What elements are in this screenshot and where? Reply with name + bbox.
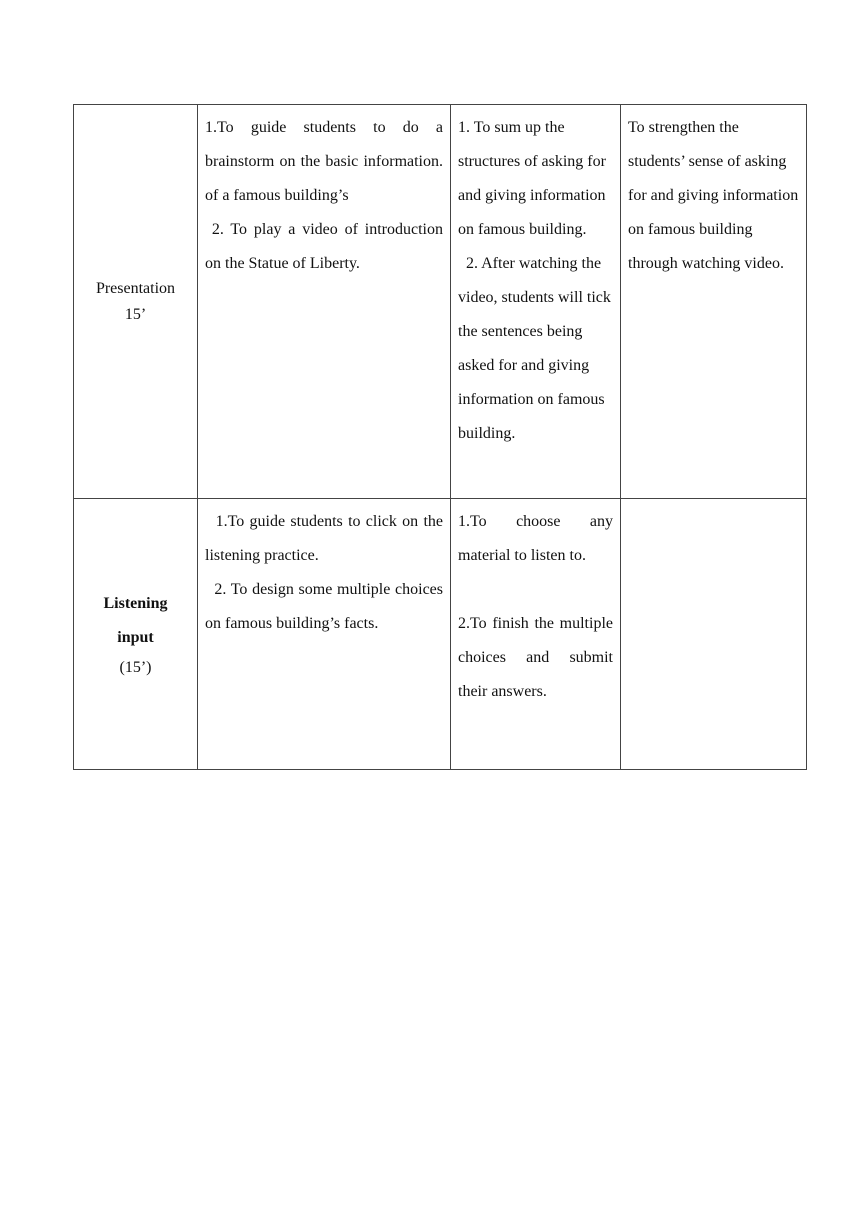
teacher-activity-item: 1.To guide students to do a brainstorm on the basic information. of a famous building’s — [205, 119, 443, 204]
stage-name: Listening — [103, 595, 168, 612]
student-activity-item: 2.To finish the multiple choices and submit their answers. — [458, 615, 613, 700]
stage-cell — [74, 105, 198, 499]
purpose-cell — [621, 105, 807, 499]
purpose-cell — [621, 499, 807, 770]
student-activity-item: 1.To choose any material to listen to. — [458, 513, 613, 564]
lesson-plan-table — [73, 104, 807, 770]
stage-name-line-2: input — [117, 629, 154, 646]
stage-cell — [74, 499, 198, 770]
stage-duration: (15’) — [119, 659, 152, 676]
student-activity-cell — [451, 105, 621, 499]
teacher-activity-item: 2. To play a video of introduction on the Statue of Liberty. — [205, 221, 443, 272]
table-row-presentation — [74, 105, 807, 499]
student-activity-cell — [451, 499, 621, 770]
student-activity-item: 2. After watching the video, students will tick the sentences being asked for and giving information on famous building. — [458, 255, 611, 442]
teacher-activity-item: 2. To design some multiple choices on famous building’s facts. — [205, 581, 443, 632]
student-activity-item: 1. To sum up the structures of asking for and giving information on famous building. — [458, 119, 606, 238]
stage-duration: 15’ — [124, 305, 147, 323]
table-row-listening — [74, 499, 807, 770]
stage-name: Presentation — [95, 279, 176, 297]
teacher-activity-cell — [198, 499, 451, 770]
purpose-text: To strengthen the students’ sense of asking for and giving information on famous building through watching video. — [628, 119, 799, 272]
teacher-activity-cell — [198, 105, 451, 499]
paragraph-gap — [458, 573, 613, 607]
teacher-activity-item: 1.To guide students to click on the listening practice. — [205, 513, 443, 564]
